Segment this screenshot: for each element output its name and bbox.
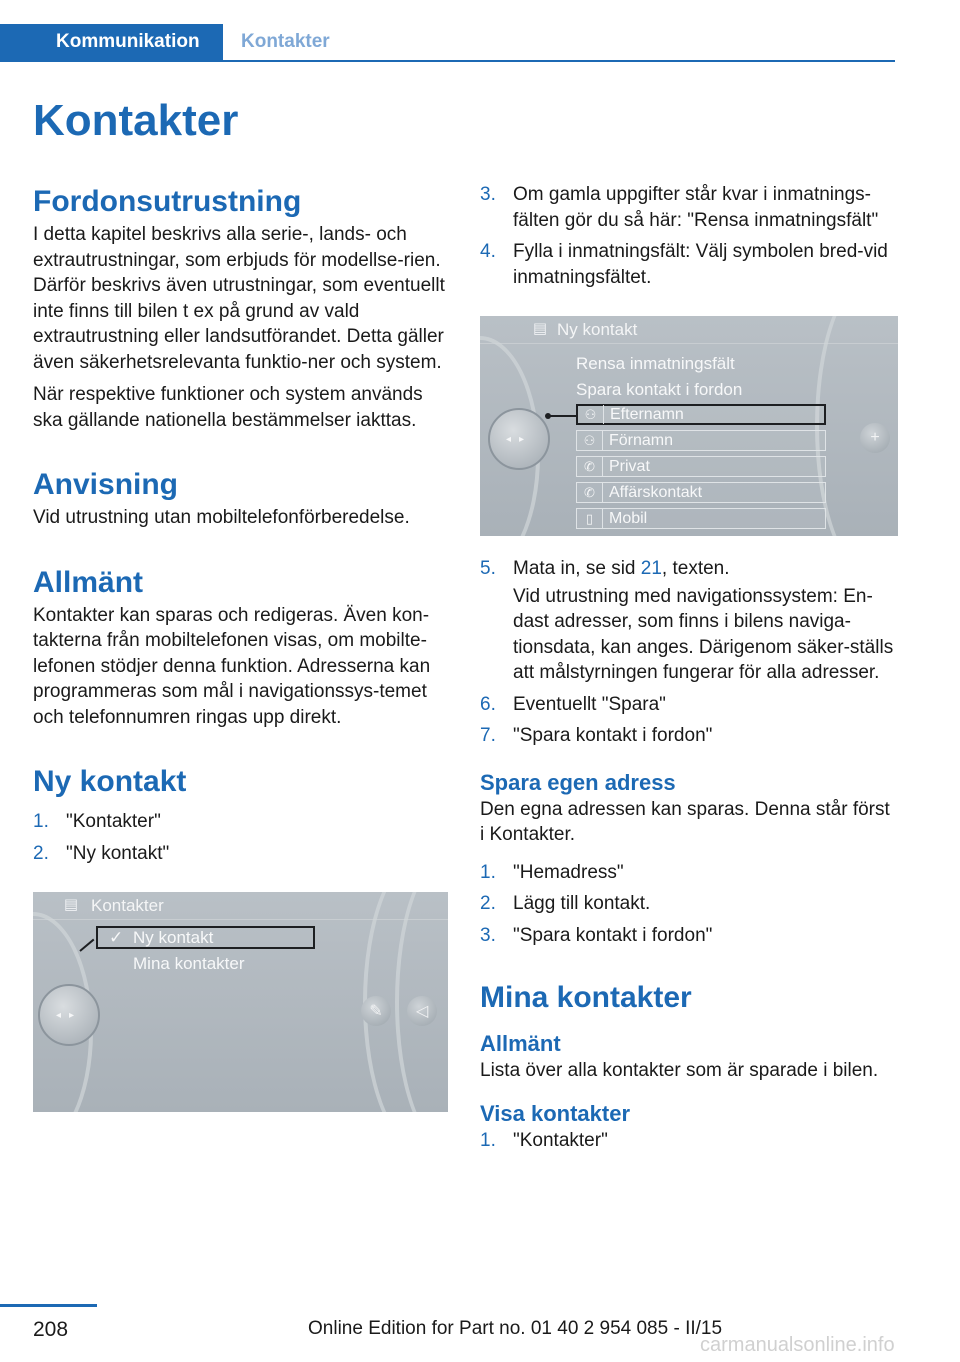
- screen-title: Kontakter: [91, 896, 164, 915]
- list-item: [480, 860, 898, 886]
- step-text-part: Mata in, se sid: [513, 558, 641, 579]
- step-number: 5.: [480, 558, 496, 579]
- step-note: Vid utrustning med navigationssystem: En-dast adresser, som finns i bilens naviga-tionsdata, kan anges. Därigenom säker-ställs att målstyrningen fungerar för alla adresser.: [513, 585, 894, 683]
- edition-text: Online Edition for Part no. 01 40 2 954 085 - II/15: [308, 1318, 723, 1339]
- field-label: Efternamn: [610, 405, 684, 423]
- fordonsutrustning-paragraph-2: När respektive funktioner och system används ska gällande nationella bestämmelser iakttas.: [33, 384, 423, 431]
- fordonsutrustning-heading: Fordonsutrustning: [33, 185, 302, 218]
- list-item: [33, 841, 448, 867]
- step-text: Fylla i inmatningsfält: Välj symbolen bred-vid inmatningsfältet.: [513, 241, 888, 288]
- field-efternamn[interactable]: [576, 404, 826, 425]
- contacts-icon: ▤: [63, 896, 79, 913]
- list-item: [480, 723, 898, 749]
- ny-kontakt-steps-continued: [480, 182, 898, 290]
- field-mobil[interactable]: [576, 508, 826, 529]
- watermark: carmanualsonline.info: [700, 1334, 895, 1356]
- selection-pointer: [79, 939, 94, 952]
- list-item: [33, 809, 448, 835]
- list-item: [480, 556, 898, 686]
- step-number: 3.: [480, 184, 496, 205]
- list-item: [480, 182, 898, 233]
- spara-egen-adress-heading: Spara egen adress: [480, 769, 676, 795]
- list-item: [480, 923, 898, 949]
- ny-kontakt-heading: Ny kontakt: [33, 765, 187, 798]
- menu-item-mina-kontakter[interactable]: Mina kontakter: [133, 954, 245, 973]
- step-number: 7.: [480, 725, 496, 746]
- ny-kontakt-steps-final: [480, 556, 898, 749]
- step-text: "Spara kontakt i fordon": [513, 924, 713, 946]
- anvisning-paragraph: Vid utrustning utan mobiltelefonförberedelse.: [33, 507, 410, 528]
- phone-icon: ✆: [577, 483, 603, 502]
- field-label: Förnamn: [609, 431, 674, 449]
- step-number: 1.: [480, 861, 496, 883]
- step-number: 2.: [33, 842, 49, 864]
- page-number: 208: [33, 1318, 69, 1341]
- add-icon[interactable]: +: [860, 423, 890, 453]
- step-text: "Kontakter": [513, 1129, 608, 1151]
- visa-kontakter-heading: Visa kontakter: [480, 1100, 631, 1126]
- page-title: Kontakter: [33, 96, 239, 145]
- allmant-heading: Allmänt: [33, 565, 144, 599]
- right-column: [480, 182, 898, 1159]
- list-item: [480, 692, 898, 718]
- step-text-part: , texten.: [661, 558, 730, 579]
- left-column: [33, 182, 448, 1112]
- fordonsutrustning-paragraph-1: I detta kapitel beskrivs alla serie-, lands- och extrautrustningar, som erbjuds för modellse-rien. Därför beskrivs även utrustningar, som eventuellt inte finns till bilen t ex på grund av vald extrautrustning eller landsutförandet. Detta gäller även säkerhetsrelevanta funktio-ner och system.: [33, 224, 445, 373]
- back-icon[interactable]: ◁: [407, 996, 437, 1026]
- step-number: 4.: [480, 241, 496, 262]
- new-contact-icon: ▤: [532, 320, 548, 337]
- person-icon: ⚇: [578, 405, 604, 424]
- field-label: Privat: [609, 457, 650, 475]
- step-text: "Ny kontakt": [66, 842, 170, 864]
- step-text: [513, 556, 898, 582]
- step-number: 3.: [480, 924, 496, 946]
- idrive-screen-ny-kontakt: [480, 316, 898, 536]
- decorative-arc: [815, 316, 898, 536]
- visa-kontakter-steps: [480, 1128, 898, 1154]
- field-fornamn[interactable]: [576, 430, 826, 451]
- step-number: 1.: [33, 811, 49, 832]
- menu-item-spara-kontakt[interactable]: Spara kontakt i fordon: [576, 380, 743, 399]
- mina-allmant-heading: Allmänt: [480, 1031, 561, 1056]
- person-icon: ⚇: [577, 431, 603, 450]
- menu-item-rensa[interactable]: Rensa inmatningsfält: [576, 354, 735, 373]
- step-text: Lägg till kontakt.: [513, 893, 651, 914]
- anvisning-heading: Anvisning: [33, 468, 179, 501]
- step-text: Om gamla uppgifter står kvar i inmatnings-fälten gör du så här: "Rensa inmatningsfält": [513, 184, 879, 231]
- step-text: "Hemadress": [513, 861, 624, 883]
- mina-allmant-paragraph: Lista över alla kontakter som är sparade i bilen.: [480, 1060, 879, 1081]
- spara-egen-adress-steps: [480, 860, 898, 949]
- field-label: Affärskontakt: [609, 483, 703, 501]
- field-privat[interactable]: [576, 456, 826, 477]
- phone-icon: ✆: [577, 457, 603, 476]
- screen-title: Ny kontakt: [557, 320, 638, 339]
- controller-knob-icon[interactable]: ◂▸: [38, 984, 100, 1046]
- selection-pointer: [549, 415, 577, 417]
- check-icon: ✓: [109, 928, 124, 947]
- field-label: Mobil: [609, 509, 648, 527]
- step-text: "Kontakter": [66, 811, 161, 832]
- footer-rule: [0, 1304, 97, 1307]
- notes-icon[interactable]: ✎: [361, 996, 391, 1026]
- controller-knob-icon[interactable]: ◂▸: [488, 408, 550, 470]
- list-item: [480, 1128, 898, 1154]
- list-item: [480, 891, 898, 917]
- field-affarskontakt[interactable]: [576, 482, 826, 503]
- allmant-paragraph: Kontakter kan sparas och redigeras. Även kon-takterna från mobiltelefonen visas, om mobilte-lefonen stödjer denna funktion. Adresserna kan programmeras som mål i navigationssys-temet och telefonnumren ringas upp direkt.: [33, 604, 431, 728]
- step-number: 1.: [480, 1129, 496, 1151]
- list-item: [480, 239, 898, 290]
- ny-kontakt-steps: [33, 809, 448, 866]
- menu-item-ny-kontakt[interactable]: Ny kontakt: [133, 928, 214, 947]
- step-number: 6.: [480, 693, 496, 715]
- mina-kontakter-heading: Mina kontakter: [480, 981, 692, 1014]
- mobile-icon: ▯: [577, 509, 603, 528]
- idrive-screen-kontakter: [33, 892, 448, 1112]
- chapter-tab-bar: [0, 24, 895, 62]
- step-text: "Spara kontakt i fordon": [513, 725, 713, 746]
- spara-egen-adress-paragraph: Den egna adressen kan sparas. Denna står först i Kontakter.: [480, 798, 890, 845]
- page-link[interactable]: 21: [640, 558, 662, 579]
- tab-kontakter[interactable]: Kontakter: [241, 31, 330, 52]
- step-number: 2.: [480, 893, 496, 914]
- step-text: Eventuellt "Spara": [513, 693, 666, 715]
- tab-kommunikation[interactable]: Kommunikation: [0, 24, 223, 60]
